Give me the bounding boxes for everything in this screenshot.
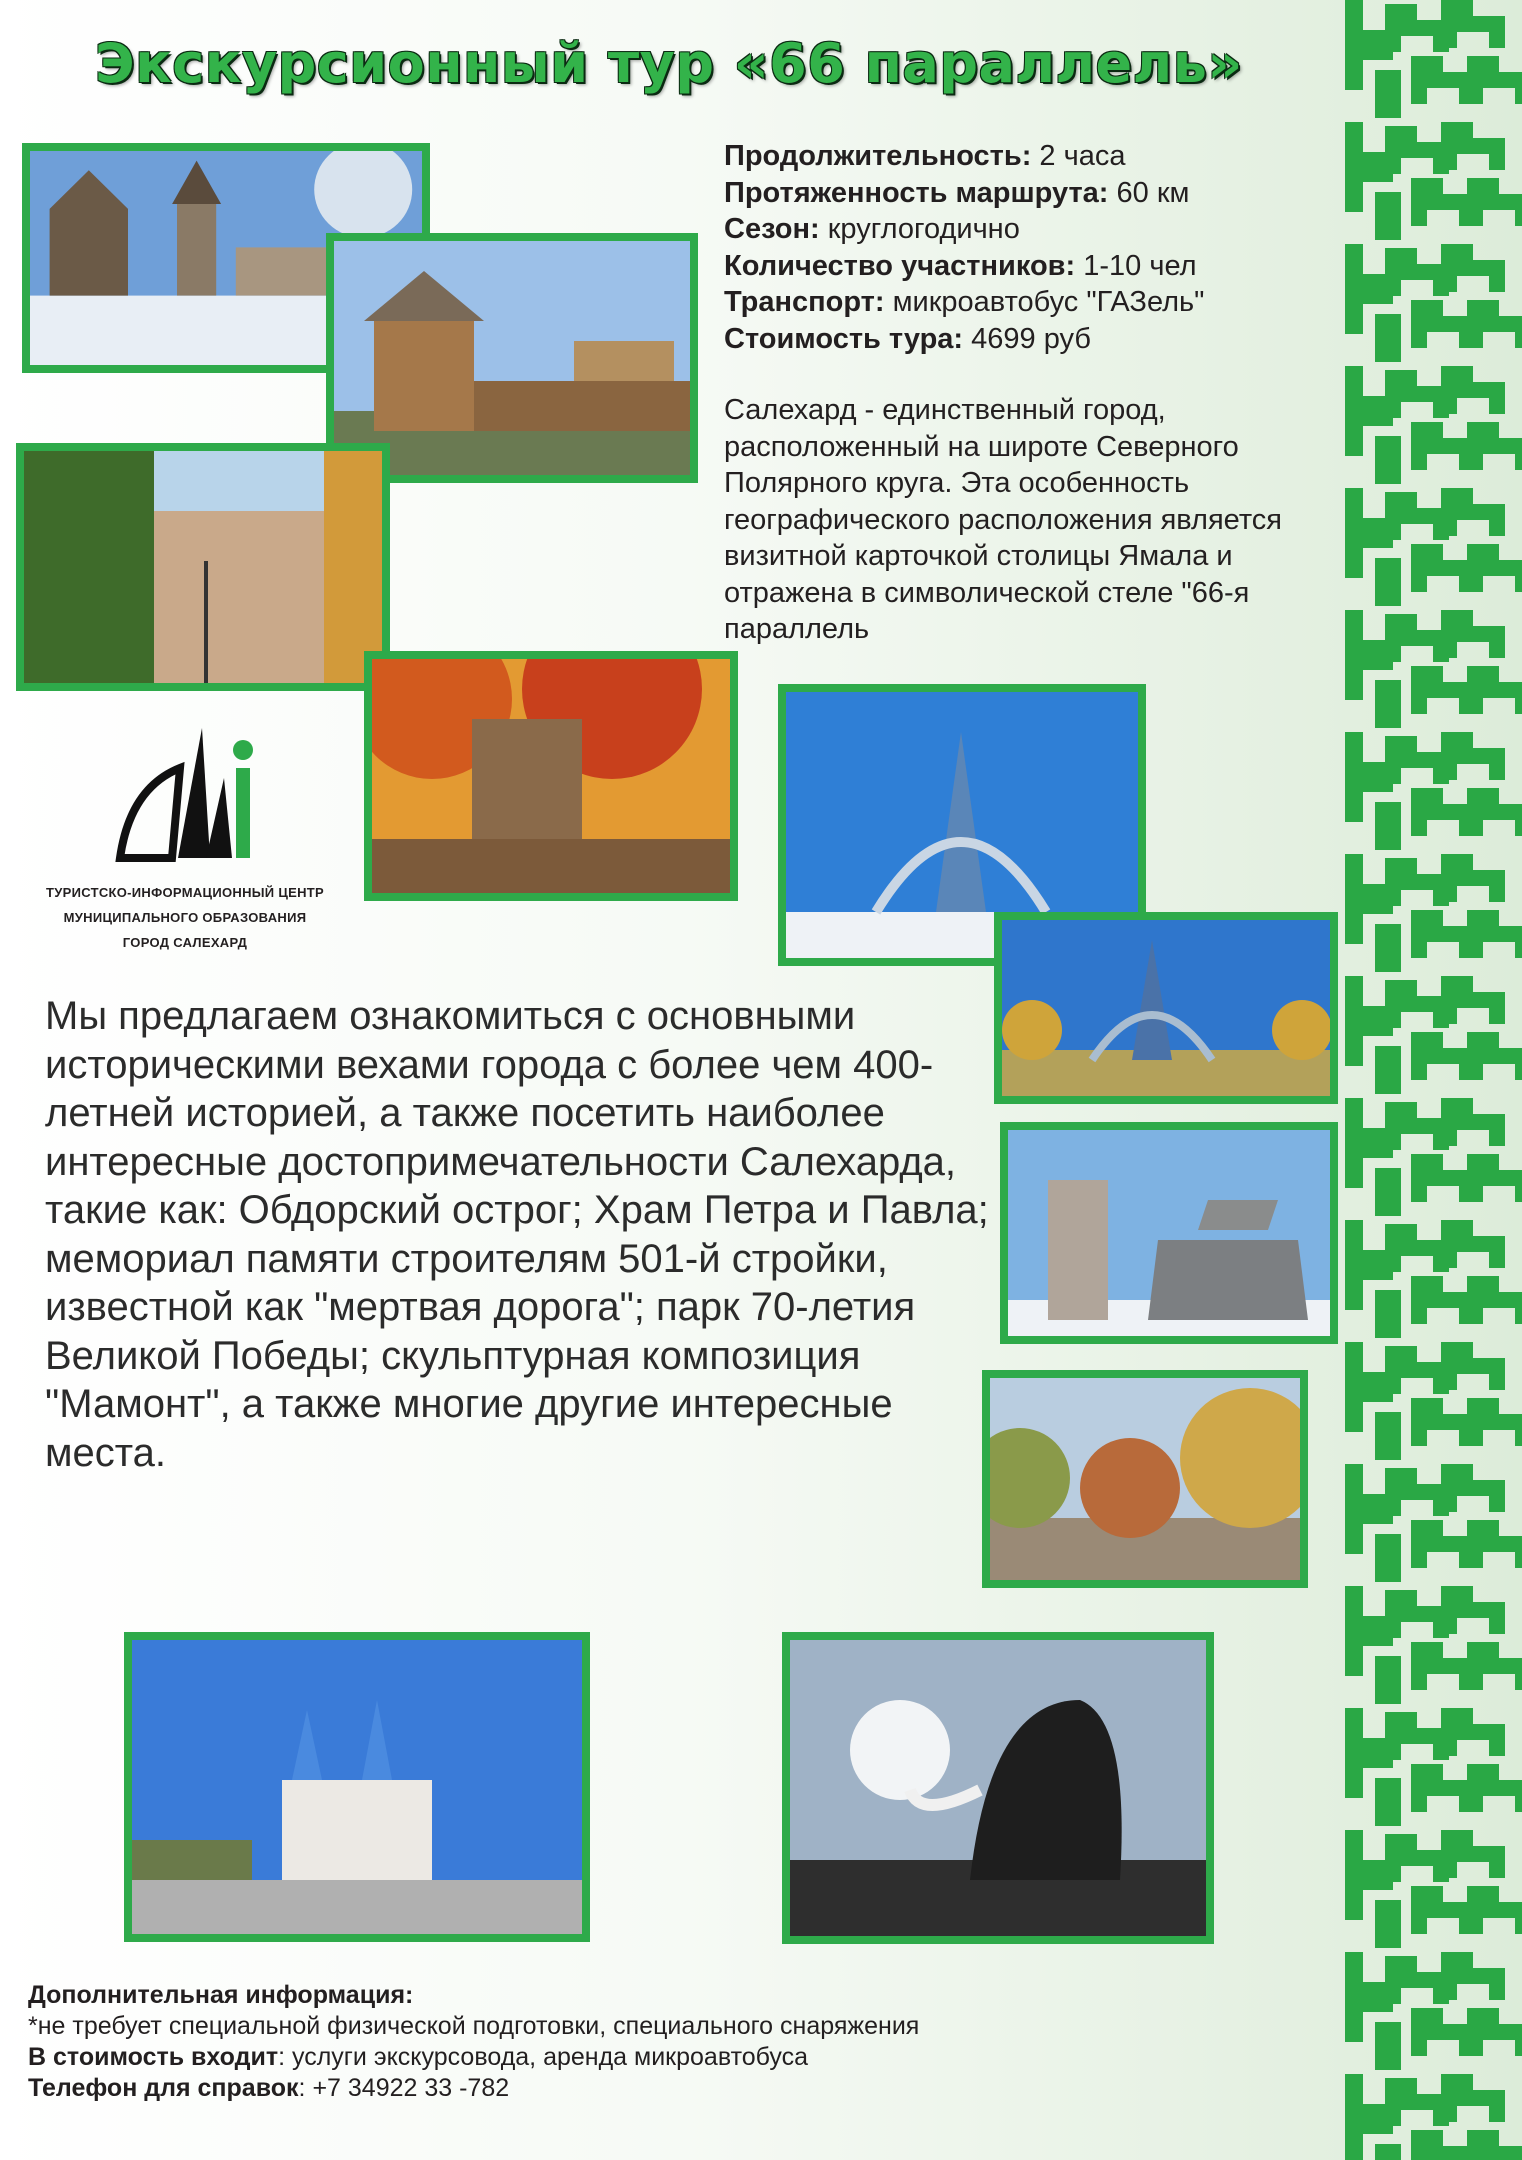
fact-label: Сезон: <box>724 213 820 245</box>
fact-value: 2 часа <box>1031 140 1126 172</box>
fact-row <box>724 138 1304 175</box>
fact-label: Протяженность маршрута: <box>724 176 1109 209</box>
phone-label: Телефон для справок <box>28 2074 299 2102</box>
intro-paragraph: Салехард - единственный город, расположенный на широте Северного Полярного круга. Эта особенность географического расположения является визитной карточкой столицы Ямала и отражена в символической стеле "66-я параллель <box>724 394 1282 645</box>
ornament-border <box>1345 0 1522 2160</box>
page-title: Экскурсионный тур «66 параллель» <box>95 32 1243 95</box>
tourist-center-logo <box>20 728 350 948</box>
fact-row <box>724 211 1304 248</box>
logo-caption-line: ГОРОД САЛЕХАРД <box>122 935 248 950</box>
fact-label: Стоимость тура: <box>724 322 964 355</box>
photo-autumn-street <box>364 651 738 901</box>
photo-stele-66-autumn <box>994 912 1338 1104</box>
fact-value: 4699 руб <box>963 322 1091 355</box>
additional-info <box>28 1980 1308 2104</box>
photo-reindeer-monument <box>1000 1122 1338 1344</box>
fact-row <box>724 175 1304 212</box>
fitness-note: *не требует специальной физической подготовки, специального снаряжения <box>28 2012 920 2040</box>
fact-row <box>724 284 1304 321</box>
fact-value: 1-10 чел <box>1075 249 1197 282</box>
phone-number: : +7 34922 33 -782 <box>298 2074 510 2102</box>
fact-label: Транспорт: <box>724 286 885 318</box>
logo-caption <box>20 880 350 955</box>
photo-peter-paul-church <box>124 1632 590 1942</box>
fact-label: Количество участников: <box>724 249 1076 282</box>
fact-label: Продолжительность: <box>724 140 1032 172</box>
price-includes-label: В стоимость входит <box>28 2043 279 2071</box>
logo-caption-line: МУНИЦИПАЛЬНОГО ОБРАЗОВАНИЯ <box>63 910 307 925</box>
fact-value: микроавтобус "ГАЗель" <box>884 286 1205 318</box>
fact-row <box>724 321 1304 358</box>
fact-value: 60 км <box>1108 176 1190 209</box>
additional-info-heading: Дополнительная информация: <box>28 1981 414 2009</box>
main-description: Мы предлагаем ознакомиться с основными историческими вехами города с более чем 400-летней историей, а также посетить наиболее интересные достопримечательности Салехарда, такие как: Обдорский острог; Храм Петра и Павла; мемориал памяти строителям 501-й стройки, известной как "мертвая дорога"; парк 70-летия Великой Победы; скульптурная композиция "Мамонт", а также многие другие интересные места. <box>45 994 989 1475</box>
fact-value: круглогодично <box>819 213 1020 245</box>
fact-row <box>724 248 1304 285</box>
photo-park-pavilion <box>982 1370 1308 1588</box>
tour-facts <box>724 138 1304 357</box>
photo-mammoth-sculpture <box>782 1632 1214 1944</box>
price-includes-value: : услуги экскурсовода, аренда микроавтобуса <box>278 2043 809 2071</box>
photo-wooden-mansion <box>16 443 390 691</box>
logo-mark <box>110 728 260 878</box>
logo-caption-line: ТУРИСТСКО-ИНФОРМАЦИОННЫЙ ЦЕНТР <box>45 885 325 900</box>
